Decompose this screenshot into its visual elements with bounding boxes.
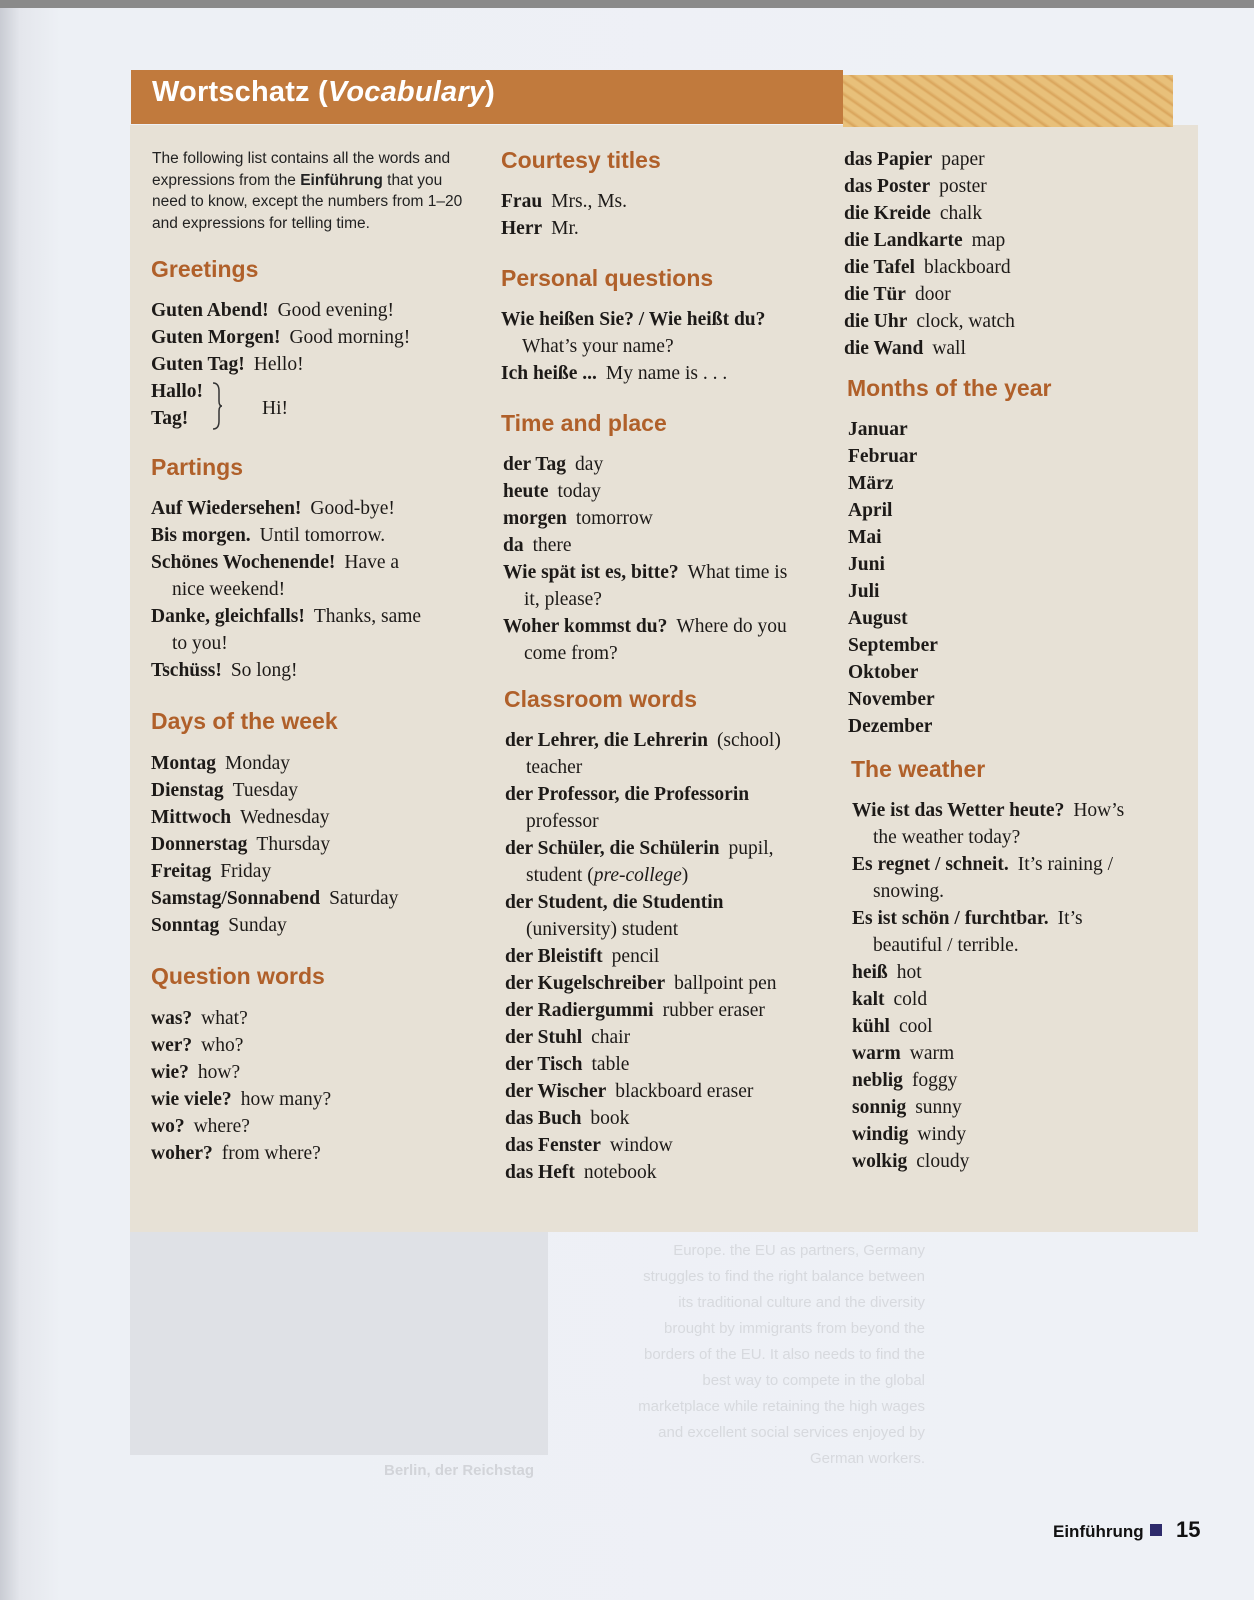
translation-continued (505, 862, 781, 889)
vocab-entry (151, 1113, 331, 1140)
background-text-line: best way to compete in the global (702, 1372, 925, 1389)
english-translation: windy (917, 1124, 967, 1145)
english-translation: where? (193, 1116, 250, 1137)
english-translation: from where? (221, 1143, 321, 1164)
english-translation: blackboard (923, 257, 1011, 278)
german-term: da (503, 535, 524, 556)
german-term: warm (852, 1043, 901, 1064)
german-term: wer? (151, 1035, 193, 1056)
month-item: Januar (848, 419, 908, 440)
heading-timeplace: Time and place (501, 410, 667, 436)
english-translation: blackboard eraser (615, 1081, 754, 1102)
intro-part2: that you need to know, except the numbers from 1–20 and expressions for telling time. (152, 171, 463, 232)
english-translation: Monday (225, 753, 290, 774)
background-text-line: and excellent social services enjoyed by (658, 1424, 925, 1441)
english-translation: table (591, 1054, 630, 1075)
english-translation: Thursday (256, 834, 331, 855)
vocab-entry (505, 1078, 781, 1105)
german-term: die Kreide (844, 203, 931, 224)
english-translation: book (590, 1108, 630, 1129)
english-translation: Where do you (676, 616, 787, 637)
vocab-entry (151, 522, 421, 549)
english-translation: Good evening! (277, 300, 395, 321)
vocab-entry (852, 1040, 1124, 1067)
translation-continued (852, 932, 1124, 959)
english-translation: Good morning! (289, 327, 411, 348)
vocab-entry (844, 173, 1015, 200)
vocab-entry (151, 885, 398, 912)
month-item: März (848, 473, 894, 494)
english-translation: clock, watch (916, 311, 1015, 332)
german-term: das Poster (844, 176, 931, 197)
english-translation: Hello! (253, 354, 304, 375)
footer-square-icon (1150, 1524, 1162, 1536)
vocab-entry (151, 603, 421, 630)
german-term: Sonntag (151, 915, 220, 936)
german-term: wo? (151, 1116, 185, 1137)
heading-classroom: Classroom words (504, 686, 697, 712)
german-term: der Wischer (505, 1081, 607, 1102)
translation-continued (503, 640, 787, 667)
translation-continued (852, 824, 1124, 851)
german-term: wolkig (852, 1151, 908, 1172)
german-term: der Tisch (505, 1054, 583, 1075)
english-translation: warm (909, 1043, 955, 1064)
background-text-line: brought by immigrants from beyond the (664, 1320, 925, 1337)
vocab-entry (151, 297, 410, 324)
page-number: 15 (1176, 1517, 1201, 1542)
english-translation: Friday (220, 861, 272, 882)
greetings-list (151, 297, 410, 378)
vocab-entry (852, 1094, 1124, 1121)
heading-weather: The weather (851, 756, 986, 782)
personal-questions-list (501, 306, 765, 387)
german-term: der Schüler, die Schülerin (505, 838, 720, 859)
vocab-entry (505, 1051, 781, 1078)
month-item: Dezember (848, 716, 933, 737)
german-term: Donnerstag (151, 834, 248, 855)
vocab-entry (852, 1013, 1124, 1040)
classroom-list (505, 727, 781, 1186)
vocab-entry (503, 613, 787, 640)
english-translation: paper (941, 149, 985, 170)
german-term: Auf Wiedersehen! (151, 498, 302, 519)
vocab-entry (844, 254, 1015, 281)
german-term: der Bleistift (505, 946, 603, 967)
background-text-line: German workers. (809, 1450, 925, 1467)
vocab-entry (505, 835, 781, 862)
heading-questions: Question words (151, 963, 325, 989)
english-translation: Tuesday (232, 780, 298, 801)
german-term: das Heft (505, 1162, 575, 1183)
title-italic: Vocabulary (327, 76, 486, 108)
vocab-entry (151, 858, 398, 885)
month-item: August (848, 608, 908, 629)
english-translation: Have a (344, 552, 400, 573)
partings-list (151, 495, 421, 684)
intro-bold: Einführung (300, 171, 383, 189)
english-translation: foggy (911, 1070, 958, 1091)
vocab-entry (151, 324, 410, 351)
vocab-entry (501, 215, 627, 242)
german-term: Danke, gleichfalls! (151, 606, 305, 627)
german-term: Tschüss! (151, 660, 222, 681)
german-term: Frau (501, 191, 543, 212)
german-term: das Buch (505, 1108, 582, 1129)
classroom-list-continued (844, 146, 1015, 362)
translation-continued (505, 916, 781, 943)
english-translation: chair (591, 1027, 631, 1048)
english-translation: (school) (716, 730, 781, 751)
german-term: kühl (852, 1016, 890, 1037)
vocab-entry (505, 1105, 781, 1132)
translation-continued-text: professor (526, 811, 599, 832)
translation-italic: pre-college (593, 865, 682, 886)
weather-list (852, 797, 1124, 1175)
vocab-entry (852, 1148, 1124, 1175)
heading-days: Days of the week (151, 708, 338, 734)
translation-continued (505, 808, 781, 835)
heading-courtesy: Courtesy titles (501, 147, 661, 173)
background-text-line: Europe. the EU as partners, Germany (673, 1242, 925, 1259)
vocab-entry (505, 889, 781, 916)
german-term: der Professor, die Professorin (505, 784, 750, 805)
vocab-entry (852, 1121, 1124, 1148)
translation-continued (501, 333, 765, 360)
german-term: windig (852, 1124, 909, 1145)
greeting-hi: Hi! (262, 398, 288, 419)
translation-continued-text: the weather today? (873, 827, 1021, 848)
german-term: heute (503, 481, 549, 502)
vocab-entry (844, 146, 1015, 173)
english-translation: pupil, (728, 838, 774, 859)
vocab-entry (151, 549, 421, 576)
german-term: woher? (151, 1143, 213, 1164)
german-term: Dienstag (151, 780, 224, 801)
title-main: Wortschatz (152, 76, 310, 108)
translation-continued-text: student ( (526, 865, 594, 886)
vocab-entry (852, 986, 1124, 1013)
vocab-entry (505, 943, 781, 970)
english-translation: day (575, 454, 604, 475)
german-term: Es ist schön / furchtbar. (852, 908, 1049, 929)
english-translation: Wednesday (240, 807, 330, 828)
vocab-entry (151, 1086, 331, 1113)
german-term: der Tag (503, 454, 567, 475)
english-translation: notebook (583, 1162, 657, 1183)
english-translation: Until tomorrow. (259, 525, 386, 546)
month-item: November (848, 689, 935, 710)
german-term: sonnig (852, 1097, 907, 1118)
translation-continued-text: What’s your name? (522, 336, 674, 357)
intro-text (152, 148, 472, 234)
vocab-entry (844, 281, 1015, 308)
heading-partings: Partings (151, 454, 244, 480)
vocab-entry (852, 851, 1124, 878)
translation-continued (151, 630, 421, 657)
title-paren-open: ( (309, 76, 328, 108)
german-term: heiß (852, 962, 888, 983)
english-translation: wall (932, 338, 966, 359)
english-translation: pencil (611, 946, 660, 967)
german-term: Montag (151, 753, 216, 774)
vocab-entry (844, 200, 1015, 227)
month-item: Juli (848, 581, 880, 602)
vocab-entry (501, 360, 765, 387)
month-item: April (848, 500, 893, 521)
german-term: morgen (503, 508, 567, 529)
month-item: Februar (848, 446, 918, 467)
translation-continued-text: beautiful / terrible. (873, 935, 1019, 956)
courtesy-list (501, 188, 627, 242)
vocab-entry (151, 1059, 331, 1086)
intro-part1: The following list contains all the words and expressions from the (152, 150, 451, 189)
background-photo (130, 1230, 548, 1455)
translation-continued-text: it, please? (524, 589, 602, 610)
english-translation: It’s raining / (1017, 854, 1114, 875)
days-list (151, 750, 398, 939)
translation-continued-text: nice weekend! (172, 579, 286, 600)
banner-decoration (843, 75, 1173, 127)
german-term: Herr (501, 218, 543, 239)
brace (211, 381, 223, 437)
brace-icon (211, 381, 223, 431)
german-term: Wie ist das Wetter heute? (852, 800, 1065, 821)
translation-continued-text: come from? (524, 643, 618, 664)
english-translation: today (557, 481, 601, 502)
month-item: September (848, 635, 938, 656)
translation-end: ) (681, 865, 689, 886)
vocab-entry (151, 777, 398, 804)
vocab-entry (503, 559, 787, 586)
german-term: der Stuhl (505, 1027, 583, 1048)
german-term: kalt (852, 989, 885, 1010)
english-translation: How’s (1073, 800, 1125, 821)
german-term: die Wand (844, 338, 924, 359)
german-term: das Fenster (505, 1135, 601, 1156)
german-term: neblig (852, 1070, 903, 1091)
translation-continued (852, 878, 1124, 905)
vocab-entry (151, 1140, 331, 1167)
vocab-entry (151, 831, 398, 858)
german-term: Ich heiße ... (501, 363, 597, 384)
heading-personal: Personal questions (501, 265, 714, 291)
german-term: Samstag/Sonnabend (151, 888, 321, 909)
english-translation: poster (939, 176, 987, 197)
english-translation: rubber eraser (662, 1000, 765, 1021)
translation-continued-text: to you! (172, 633, 228, 654)
german-term: Guten Abend! (151, 300, 269, 321)
vocab-entry (844, 335, 1015, 362)
heading-greetings: Greetings (151, 256, 259, 282)
vocab-entry (844, 227, 1015, 254)
english-translation: It’s (1057, 908, 1083, 929)
translation-continued (505, 754, 781, 781)
time-place-list (503, 451, 787, 667)
month-item: Mai (848, 527, 882, 548)
vocab-entry (505, 1159, 781, 1186)
vocab-entry (505, 1024, 781, 1051)
background-text-line: struggles to find the right balance between (643, 1268, 925, 1285)
german-term: die Tafel (844, 257, 915, 278)
german-term: Mittwoch (151, 807, 232, 828)
vocab-entry (505, 727, 781, 754)
german-term: die Landkarte (844, 230, 963, 251)
english-translation: chalk (939, 203, 983, 224)
english-translation: how? (197, 1062, 241, 1083)
german-term: der Lehrer, die Lehrerin (505, 730, 708, 751)
vocab-entry (505, 1132, 781, 1159)
question-words-list (151, 1005, 331, 1167)
vocab-entry (151, 750, 398, 777)
german-term: der Student, die Studentin (505, 892, 724, 913)
english-translation: who? (201, 1035, 244, 1056)
vocab-entry (852, 905, 1124, 932)
german-term: Woher kommst du? (503, 616, 668, 637)
german-term: Guten Morgen! (151, 327, 281, 348)
translation-continued-text: (university) student (526, 919, 679, 940)
german-term: der Radiergummi (505, 1000, 654, 1021)
vocab-entry (503, 505, 787, 532)
background-text-line: marketplace while retaining the high wages (638, 1398, 925, 1415)
translation-continued-text: snowing. (873, 881, 944, 902)
title-paren-close: ) (485, 76, 496, 108)
german-term: Es regnet / schneit. (852, 854, 1009, 875)
translation-continued-text: teacher (526, 757, 583, 778)
page-top-edge (0, 0, 1254, 8)
english-translation: So long! (230, 660, 298, 681)
vocab-entry (151, 912, 398, 939)
english-translation: door (914, 284, 951, 305)
english-translation: ballpoint pen (674, 973, 777, 994)
german-term: Guten Tag! (151, 354, 245, 375)
english-translation: window (609, 1135, 673, 1156)
german-term: Freitag (151, 861, 212, 882)
vocab-entry (844, 308, 1015, 335)
vocab-entry (151, 657, 421, 684)
vocab-entry (503, 451, 787, 478)
vocab-entry (505, 781, 781, 808)
german-term: Wie heißen Sie? / Wie heißt du? (501, 309, 766, 330)
vocab-entry (501, 306, 765, 333)
english-translation: there (532, 535, 572, 556)
vocab-entry (505, 970, 781, 997)
german-term: die Tür (844, 284, 906, 305)
footer-chapter: Einführung (1053, 1522, 1144, 1541)
greeting-tag: Tag! (151, 408, 189, 429)
vocab-entry (501, 188, 627, 215)
english-translation: Mr. (551, 218, 579, 239)
english-translation: Mrs., Ms. (551, 191, 628, 212)
english-translation: what? (201, 1008, 248, 1029)
translation-continued (503, 586, 787, 613)
english-translation: What time is (687, 562, 788, 583)
english-translation: cool (898, 1016, 933, 1037)
month-item: Oktober (848, 662, 919, 683)
german-term: Bis morgen. (151, 525, 251, 546)
heading-months: Months of the year (847, 375, 1052, 401)
greetings-hallo-group (151, 378, 203, 432)
vocab-entry (503, 478, 787, 505)
vocab-entry (852, 797, 1124, 824)
english-translation: sunny (915, 1097, 962, 1118)
german-term: Schönes Wochenende! (151, 552, 336, 573)
vocab-entry (505, 997, 781, 1024)
page-title (152, 76, 495, 109)
german-term: Wie spät ist es, bitte? (503, 562, 679, 583)
vocab-entry (151, 1032, 331, 1059)
background-text (585, 1238, 925, 1472)
english-translation: cloudy (916, 1151, 970, 1172)
background-photo-caption: Berlin, der Reichstag (384, 1462, 535, 1479)
german-term: der Kugelschreiber (505, 973, 666, 994)
months-list (848, 416, 938, 740)
vocab-entry (151, 351, 410, 378)
english-translation: Thanks, same (313, 606, 422, 627)
vocab-entry (852, 959, 1124, 986)
month-item: Juni (848, 554, 885, 575)
vocab-entry (151, 804, 398, 831)
vocab-entry (151, 1005, 331, 1032)
english-translation: hot (896, 962, 922, 983)
english-translation: cold (893, 989, 928, 1010)
english-translation: Sunday (228, 915, 287, 936)
background-text-line: its traditional culture and the diversity (678, 1294, 925, 1311)
english-translation: Saturday (329, 888, 399, 909)
english-translation: map (971, 230, 1006, 251)
german-term: das Papier (844, 149, 933, 170)
german-term: die Uhr (844, 311, 908, 332)
english-translation: how many? (240, 1089, 332, 1110)
vocab-entry (503, 532, 787, 559)
english-translation: tomorrow (575, 508, 653, 529)
german-term: was? (151, 1008, 193, 1029)
vocab-entry (852, 1067, 1124, 1094)
background-text-line: borders of the EU. It also needs to find the (643, 1346, 925, 1363)
german-term: wie? (151, 1062, 189, 1083)
translation-continued (151, 576, 421, 603)
greeting-hallo: Hallo! (151, 381, 203, 402)
english-translation: My name is . . . (605, 363, 728, 384)
english-translation: Good-bye! (310, 498, 395, 519)
german-term: wie viele? (151, 1089, 232, 1110)
vocab-entry (151, 495, 421, 522)
